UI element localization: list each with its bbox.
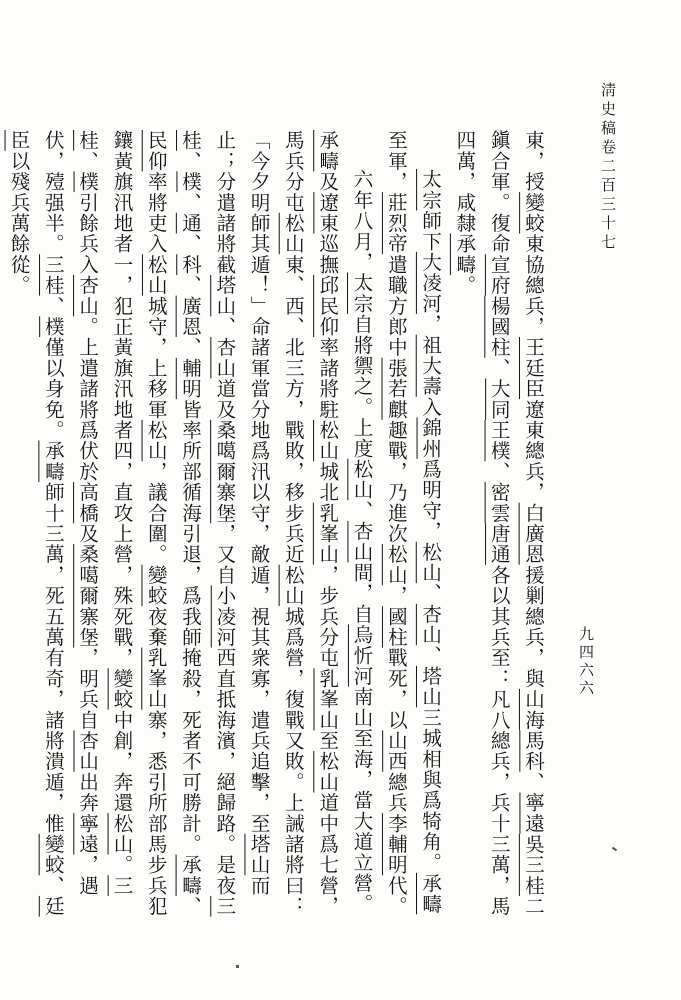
proper-name: 唐通 bbox=[487, 523, 511, 565]
proper-name: 變蛟 bbox=[41, 833, 65, 876]
text-run: 入 bbox=[419, 396, 443, 418]
text-run: 城北 bbox=[316, 461, 340, 503]
text-run: 戰死，以 bbox=[384, 647, 408, 731]
text-run: 二鎭合軍。復命 bbox=[487, 130, 545, 917]
paragraph bbox=[447, 130, 550, 928]
text-run: 東，授 bbox=[522, 130, 545, 193]
text-run: 城守，上移軍 bbox=[144, 295, 168, 420]
paragraph bbox=[379, 130, 448, 928]
text-run: 援剿總兵，與 bbox=[522, 564, 545, 689]
text-run: 代。 bbox=[384, 875, 408, 917]
proper-name: 三桂 bbox=[179, 130, 237, 917]
text-run: 道中爲七營，馬兵分屯 bbox=[281, 130, 340, 917]
text-run: 至軍， bbox=[384, 130, 408, 193]
text-run: 總兵 bbox=[384, 771, 408, 814]
proper-name: 張若麒 bbox=[384, 357, 408, 420]
proper-name: 松山 bbox=[419, 541, 443, 584]
proper-name: 承疇 bbox=[419, 872, 443, 915]
text-run: 爲明守， bbox=[419, 458, 443, 542]
proper-name: 廣恩 bbox=[179, 295, 203, 338]
text-run: 寨，悉引所部馬步兵犯鑲黃旗汛地者一，犯正黃旗汛地者四，直攻上營，殊死戰， bbox=[110, 130, 168, 917]
text-run: 、 bbox=[41, 875, 65, 896]
proper-name: 乳峯山 bbox=[316, 668, 340, 731]
text-run: 、 bbox=[179, 192, 203, 213]
proper-name: 科 bbox=[179, 254, 203, 275]
proper-name: 通 bbox=[179, 212, 203, 234]
text-run: 出奔 bbox=[76, 771, 100, 814]
proper-name: 王樸 bbox=[487, 419, 511, 462]
proper-name: 松山 bbox=[350, 458, 374, 501]
proper-name: 寧遠 bbox=[76, 813, 100, 855]
text-run: 及 bbox=[76, 523, 100, 545]
proper-name: 吳三桂 bbox=[522, 833, 545, 896]
proper-name: 松山 bbox=[144, 419, 168, 462]
proper-name: 松山 bbox=[281, 212, 305, 255]
text-run: 師下 bbox=[419, 210, 443, 252]
proper-name: 塔山 bbox=[213, 274, 237, 317]
ink-speck bbox=[612, 847, 617, 852]
text-run: 東協總兵， bbox=[522, 233, 545, 338]
proper-name: 烏忻河 bbox=[350, 624, 374, 687]
proper-name: 松山 bbox=[316, 751, 340, 793]
proper-name: 杏山 bbox=[76, 730, 100, 772]
text-run: 中創，奔還 bbox=[110, 709, 134, 814]
text-run: 率將吏入 bbox=[144, 171, 168, 255]
text-run: ，明兵自 bbox=[76, 647, 100, 731]
text-run: 遣職方郎中 bbox=[384, 254, 408, 358]
proper-name: 山西 bbox=[384, 730, 408, 772]
text-run: 。 bbox=[110, 854, 134, 876]
text-run: 率諸將駐 bbox=[316, 337, 340, 420]
body-text bbox=[7, 130, 550, 928]
proper-name: 杏山 bbox=[76, 274, 100, 317]
proper-name: 松山 bbox=[110, 813, 134, 855]
proper-name: 松山 bbox=[281, 564, 305, 607]
text-run: 皆率所部循海引退，爲我師掩殺，死者不可勝計。 bbox=[179, 399, 203, 855]
text-run: 、 bbox=[179, 233, 203, 255]
paragraph bbox=[0, 130, 1, 928]
proper-name: 樸 bbox=[41, 316, 65, 338]
proper-name: 承疇 bbox=[316, 130, 340, 172]
text-run: 。上遣諸將爲伏於 bbox=[76, 316, 100, 482]
proper-name: 遼東 bbox=[316, 192, 340, 234]
text-run: 、 bbox=[350, 500, 374, 521]
proper-name: 桑噶爾寨堡 bbox=[213, 419, 237, 524]
page-number: 九四六六 bbox=[577, 626, 595, 698]
text-run: 巡撫 bbox=[316, 233, 340, 275]
proper-name: 高橋 bbox=[76, 481, 100, 524]
proper-name: 錦州 bbox=[419, 417, 443, 459]
proper-name: 祖大壽 bbox=[419, 334, 443, 397]
text-run: 、 bbox=[179, 150, 203, 172]
proper-name: 杏山 bbox=[213, 337, 237, 379]
text-run: 東、西、北三方，戰敗，移步兵近 bbox=[281, 254, 305, 565]
text-run: 西直抵海濱，絕歸路。是夜 bbox=[213, 647, 237, 896]
proper-name: 承疇 bbox=[41, 440, 65, 482]
text-run: 、 bbox=[41, 295, 65, 317]
proper-name: 三桂 bbox=[41, 254, 65, 296]
proper-name: 塔山 bbox=[419, 665, 443, 708]
proper-name: 大同 bbox=[487, 378, 511, 420]
proper-name: 承疇 bbox=[453, 233, 477, 275]
proper-name: 李輔明 bbox=[384, 813, 408, 876]
paragraph bbox=[1, 130, 378, 928]
proper-name: 大凌河 bbox=[419, 251, 443, 314]
proper-name: 乳峯山 bbox=[144, 647, 168, 710]
text-run: 、 bbox=[179, 895, 203, 917]
proper-name: 變蛟 bbox=[144, 564, 168, 607]
text-run: ，議合圍。 bbox=[144, 461, 168, 565]
text-run: 以殘兵萬餘從。 bbox=[7, 150, 31, 296]
proper-name: 塔山 bbox=[247, 833, 271, 876]
proper-name: 樸 bbox=[76, 171, 100, 193]
proper-name: 莊烈帝 bbox=[384, 192, 408, 255]
proper-name: 國柱 bbox=[384, 606, 408, 648]
text-run: 及 bbox=[316, 171, 340, 193]
text-run: 、 bbox=[487, 357, 511, 379]
proper-name: 楊國柱 bbox=[487, 295, 511, 358]
text-run: ，又自 bbox=[213, 523, 237, 586]
proper-name: 密雲 bbox=[487, 481, 511, 524]
proper-name: 宣府 bbox=[487, 254, 511, 296]
proper-name: 變蛟 bbox=[522, 192, 545, 234]
text-run: ，步兵分屯 bbox=[316, 564, 340, 669]
text-run: 間，自 bbox=[350, 562, 374, 625]
text-run: 至 bbox=[316, 730, 340, 752]
text-run: 師十三萬，死五萬有奇，諸將潰遁，惟 bbox=[41, 481, 65, 834]
text-run: 引餘兵入 bbox=[76, 192, 100, 275]
proper-name: 白廣恩 bbox=[522, 502, 545, 565]
proper-name: 太宗 bbox=[419, 169, 443, 211]
text-run: 、 bbox=[522, 771, 545, 793]
text-run: 僅以身免。 bbox=[41, 337, 65, 441]
proper-name: 樸 bbox=[179, 171, 203, 193]
proper-name: 杏山 bbox=[350, 520, 374, 563]
proper-name: 廷臣 bbox=[7, 130, 65, 917]
text-run: 、 bbox=[179, 337, 203, 358]
proper-name: 松山 bbox=[384, 544, 408, 586]
text-run: 、 bbox=[213, 316, 237, 338]
text-run: 、 bbox=[179, 274, 203, 296]
proper-name: 寧遠 bbox=[522, 792, 545, 834]
ink-speck bbox=[236, 965, 239, 968]
proper-name: 乳峯山 bbox=[316, 502, 340, 565]
proper-name: 民仰 bbox=[144, 130, 168, 172]
text-run: 夜棄 bbox=[144, 606, 168, 648]
text-run: 各以其兵至：凡八總兵，兵十三萬，馬四萬，咸隸 bbox=[453, 130, 511, 917]
proper-name: 變蛟 bbox=[110, 668, 134, 710]
text-run: ， bbox=[384, 585, 408, 607]
text-run: 三城相與爲犄角。 bbox=[419, 707, 443, 873]
text-run: 城爲營，復戰又敗。上誡諸將曰：「今夕明師其遁！」命諸軍當分地爲汛以守，敵遁，視其衆寡，遣兵追擊，至 bbox=[247, 130, 305, 917]
proper-name: 松山 bbox=[144, 254, 168, 296]
text-run: 、 bbox=[419, 583, 443, 604]
proper-name: 山海 bbox=[522, 688, 545, 731]
text-run: 趣戰，乃進次 bbox=[384, 419, 408, 545]
proper-name: 承疇 bbox=[179, 854, 203, 896]
text-run: ， bbox=[419, 313, 443, 335]
proper-name: 王廷臣 bbox=[522, 337, 545, 400]
text-run: 自將禦之。上度 bbox=[350, 313, 374, 459]
text-run: 而止；分遣諸將截 bbox=[213, 130, 271, 896]
proper-name: 太宗 bbox=[350, 272, 374, 314]
proper-name: 馬科 bbox=[522, 730, 545, 772]
text-run: 、 bbox=[76, 150, 100, 172]
proper-name: 松山 bbox=[316, 419, 340, 462]
running-title: 淸史稿卷二百三十七 bbox=[599, 82, 617, 253]
proper-name: 三桂 bbox=[76, 130, 134, 896]
text-run: 。 bbox=[453, 274, 477, 296]
text-run: 、 bbox=[487, 461, 511, 482]
proper-name: 輔明 bbox=[179, 357, 203, 400]
text-run: 道及 bbox=[213, 378, 237, 420]
text-run: 、 bbox=[419, 645, 443, 666]
text-run: ，遇伏，殪强半。 bbox=[41, 130, 100, 896]
proper-name: 小凌河 bbox=[213, 585, 237, 648]
proper-name: 邱民仰 bbox=[316, 274, 340, 338]
text-run: 遼東總兵， bbox=[522, 399, 545, 503]
text-run: 六年八月， bbox=[350, 169, 374, 273]
proper-name: 桑噶爾寨堡 bbox=[76, 544, 100, 648]
text-run: 南山至海，當大道立營。 bbox=[350, 686, 374, 915]
proper-name: 杏山 bbox=[419, 603, 443, 646]
